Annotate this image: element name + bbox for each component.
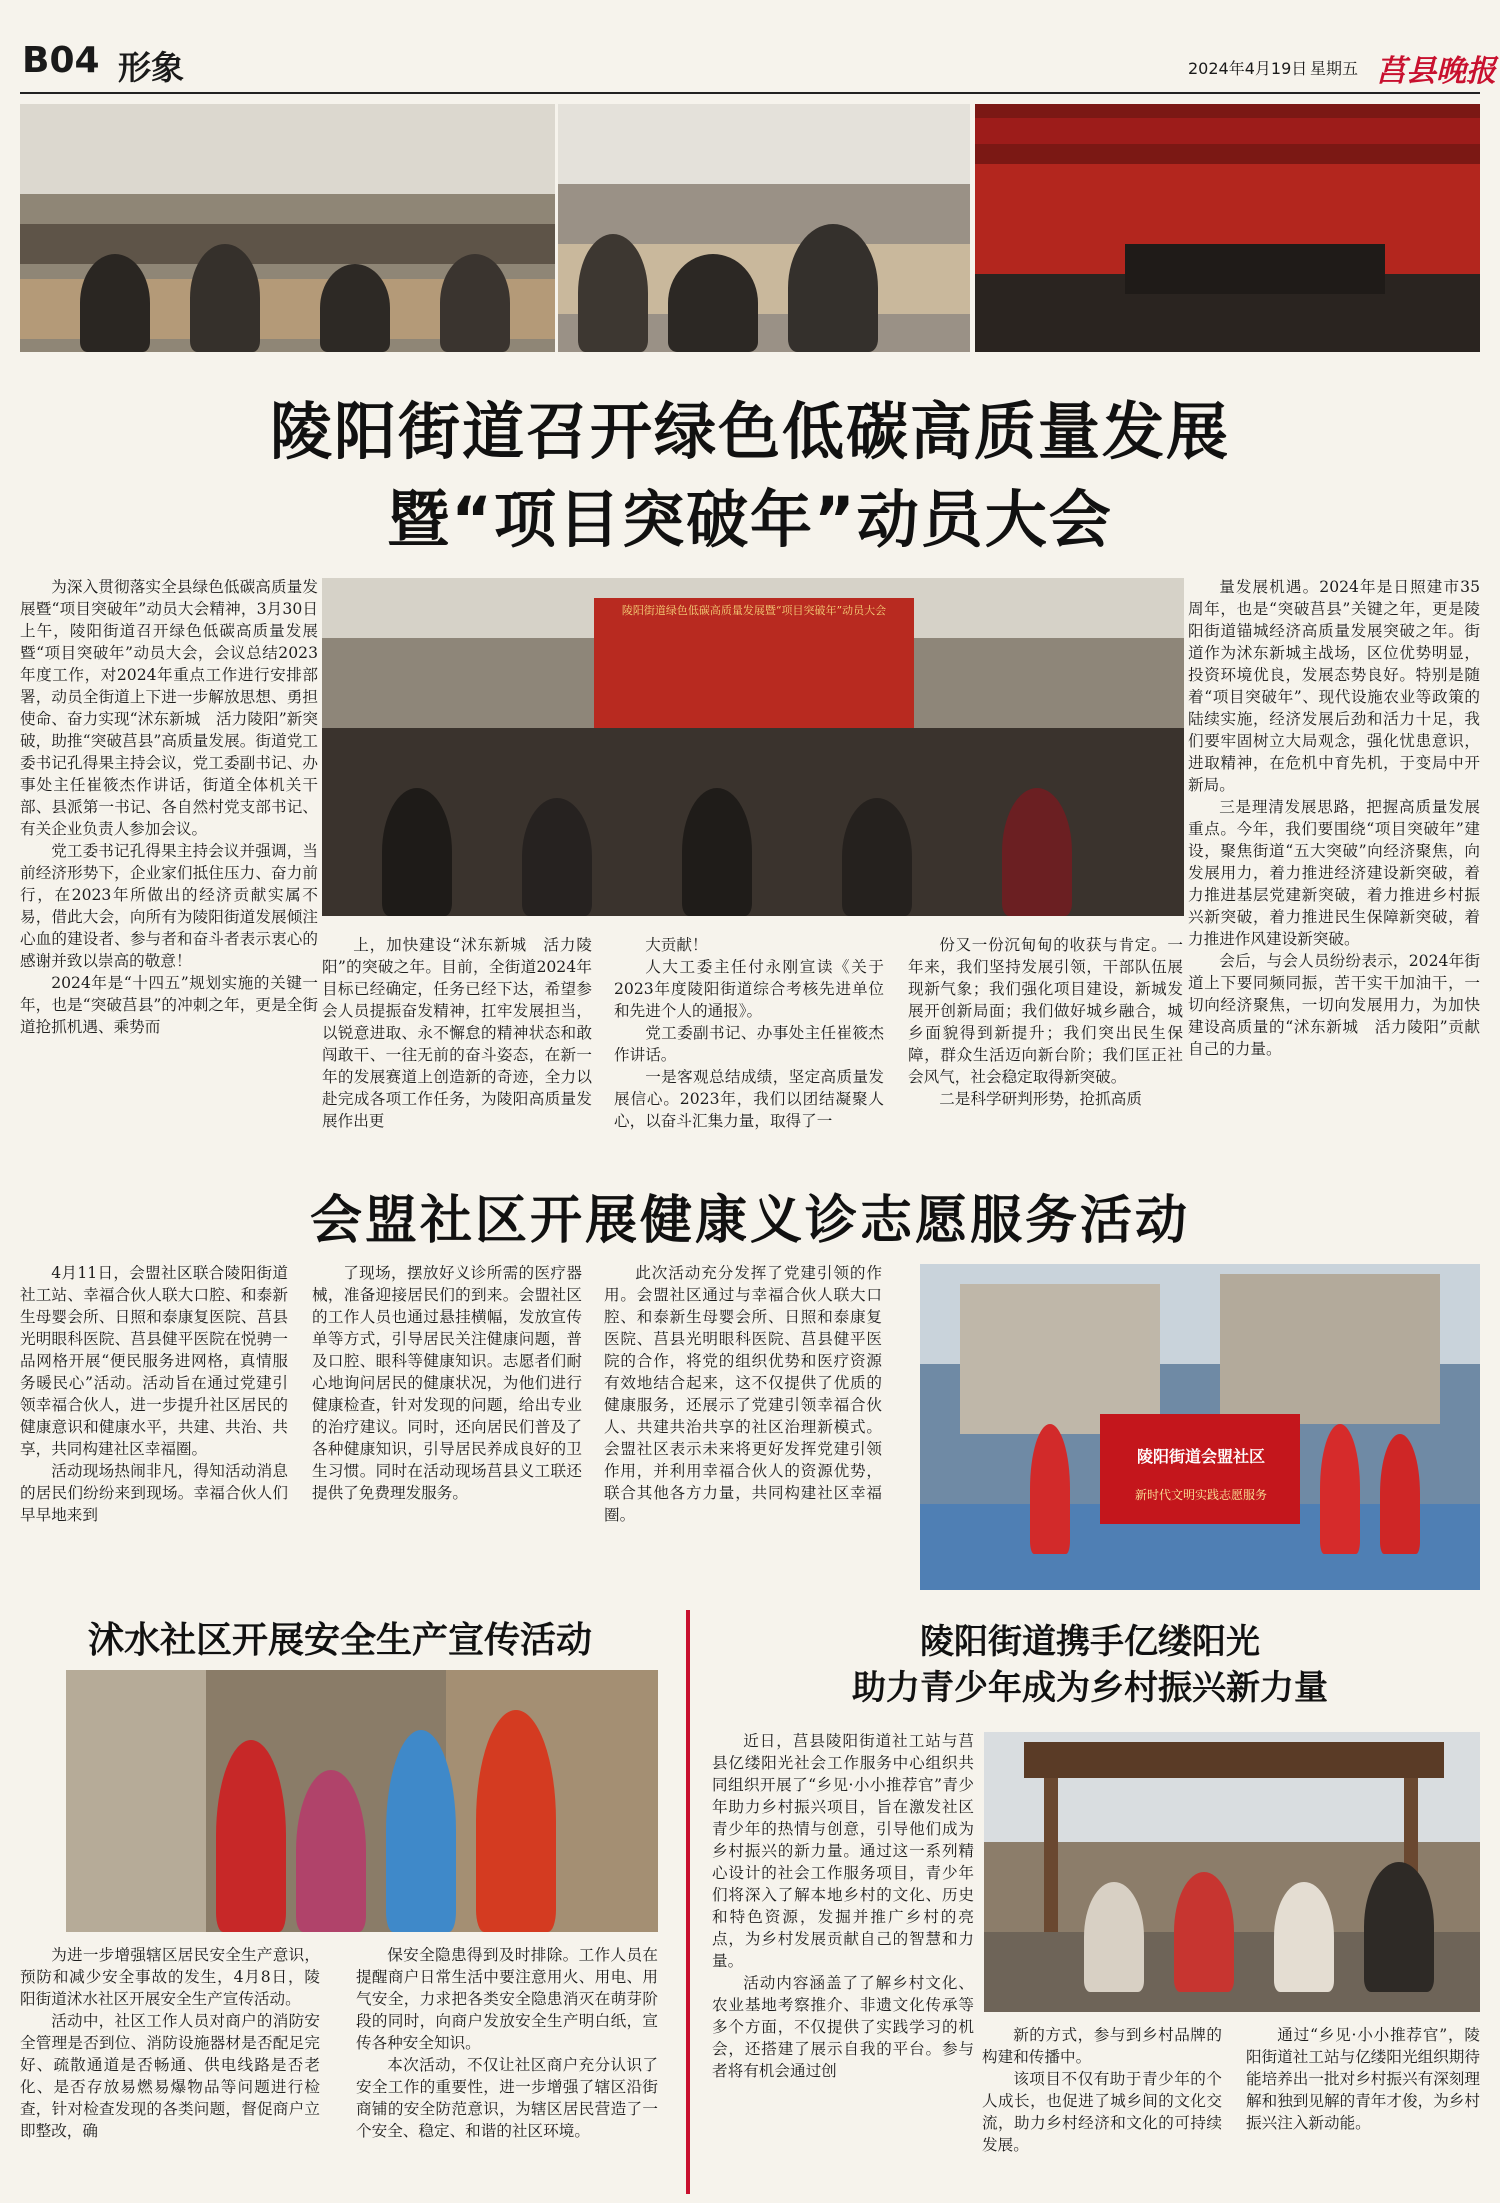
page-code: B04 — [22, 40, 100, 81]
article1-col3-para4: 一是客观总结成绩，坚定高质量发展信心。2023年，我们以团结凝聚人心，以奋斗汇集力量，取得了一 — [614, 1068, 884, 1130]
issue-date: 2024年4月19日 — [1188, 59, 1308, 78]
article1-title-line2: 暨“项目突破年”动员大会 — [387, 483, 1113, 556]
article2-col2-para1: 了现场，摆放好义诊所需的医疗器械，准备迎接居民们的到来。会盟社区的工作人员也通过悬挂横幅，发放宣传单等方式，引导居民关注健康问题，普及口腔、眼科等健康知识。志愿者们耐心地询问居民的健康状况，为他们进行健康检查，针对发现的问题，给出专业的治疗建议。同时，还向居民们普及了各种健康知识，引导居民养成良好的卫生习惯。同时在活动现场莒县义工联还提供了免费理发服务。 — [312, 1264, 582, 1502]
article3-column1 — [20, 1944, 320, 2194]
article1-title-line1: 陵阳街道召开绿色低碳高质量发展 — [269, 395, 1230, 468]
article4-column2 — [982, 2024, 1222, 2194]
article2-col1-para1: 4月11日，会盟社区联合陵阳街道社工站、幸福合伙人联大口腔、和泰新生母婴会所、日照和泰康复医院、莒县光明眼科医院、莒县健平医院在悦骋一品网格开展“便民服务进网格，真情服务暖民心”活动。活动旨在通过党建引领幸福合伙人，进一步提升社区居民的健康意识和健康水平，共建、共治、共享，共同构建社区幸福圈。 — [20, 1264, 288, 1458]
article1-col4-para2: 二是科学研判形势，抢抓高质 — [939, 1090, 1142, 1108]
article4-column1 — [712, 1730, 974, 2194]
article3-col2-para2: 本次活动，不仅让社区商户充分认识了安全工作的重要性，进一步增强了辖区沿街商铺的安全防范意识，为辖区居民营造了一个安全、稳定、和谐的社区环境。 — [356, 2056, 658, 2140]
article1-column1 — [20, 576, 318, 1166]
article4-col1-para2: 活动内容涵盖了了解乡村文化、农业基地考察推介、非遗文化传承等多个方面，不仅提供了实践学习的机会，还搭建了展示自我的平台。参与者将有机会通过创 — [712, 1974, 974, 2080]
paper-logo: 莒县晚报 — [1376, 54, 1496, 89]
photo-meeting-audience-left — [20, 104, 555, 352]
photo-store-safety-check — [66, 1670, 658, 1932]
photo-volunteer-group — [920, 1264, 1480, 1590]
article1-column2 — [322, 934, 592, 1164]
article4-title-line2: 助力青少年成为乡村振兴新力量 — [852, 1668, 1328, 1708]
article3-col1-para2: 活动中，社区工作人员对商户的消防安全管理是否到位、消防设施器材是否配足完好、疏散通道是否畅通、供电线路是否老化、是否存放易燃易爆物品等问题进行检查，针对检查发现的各类问题，督促商户立即整改，确 — [20, 2012, 320, 2140]
article4-col3-para1: 通过“乡见·小小推荐官”，陵阳街道社工站与亿缕阳光组织期待能培养出一批对乡村振兴有深刻理解和独到见解的青年才俊，为乡村振兴注入新动能。 — [1246, 2026, 1480, 2132]
issue-weekday: 星期五 — [1310, 59, 1359, 78]
article2-column3 — [604, 1262, 882, 1594]
stage-banner: 陵阳街道绿色低碳高质量发展暨“项目突破年”动员大会 — [621, 604, 887, 617]
photo-meeting-audience-center — [558, 104, 970, 352]
article1-col5-para1: 量发展机遇。2024年是日照建市35周年，也是“突破莒县”关键之年，更是陵阳街道锚城经济高质量发展突破之年。街道作为沭东新城主战场，区位优势明显，投资环境优良，发展态势良好。特别是随着“项目突破年”、现代设施农业等政策的陆续实施，经济发展后劲和活力十足，我们要牢固树立大局观念，强化忧患意识，进取精神，在危机中育先机，于变局中开新局。 — [1188, 578, 1480, 794]
article1-col3-para1: 大贡献！ — [645, 936, 708, 954]
article2-col1-para2: 活动现场热闹非凡，得知活动消息的居民们纷纷来到现场。幸福合伙人们早早地来到 — [20, 1462, 288, 1524]
article3-col2-para1: 保安全隐患得到及时排除。工作人员在提醒商户日常生活中要注意用火、用电、用气安全，力求把各类安全隐患消灭在萌芽阶段的同时，向商户发放安全生产明白纸，宣传各种安全知识。 — [356, 1946, 658, 2052]
article2-column1 — [20, 1262, 288, 1594]
article1-col2-para1: 上，加快建设“沭东新城 活力陵阳”的突破之年。目前，全街道2024年目标已经确定，任务已经下达，希望参会人员提振奋发精神，扛牢发展担当，以锐意进取、永不懈怠的精神状态和敢闯敢干、一往无前的奋斗姿态，在新一年的发展赛道上创造新的奇迹，全力以赴完成各项工作任务，为陵阳高质量发展作出更 — [322, 936, 592, 1130]
article3-column2 — [356, 1944, 658, 2194]
photo-youth-pavilion — [984, 1732, 1480, 2012]
article1-column4 — [908, 934, 1183, 1164]
article1-column3 — [614, 934, 884, 1164]
article1-col1-para1: 为深入贯彻落实全县绿色低碳高质量发展暨“项目突破年”动员大会精神，3月30日上午，陵阳街道召开绿色低碳高质量发展暨“项目突破年”动员大会，会议总结2023年度工作，对2024年重点工作进行安排部署，动员全街道上下进一步解放思想、勇担使命、奋力实现“沭东新城 活力陵阳”新突破，助推“突破莒县”高质量发展。街道党工委书记孔得果主持会议，党工委副书记、办事处主任崔筱杰作讲话，街道全体机关干部、县派第一书记、各自然村党支部书记、有关企业负责人参加会议。 — [20, 578, 318, 838]
article4-col2-para2: 该项目不仅有助于青少年的个人成长，也促进了城乡间的文化交流，助力乡村经济和文化的可持续发展。 — [982, 2070, 1222, 2154]
article2-col3-para1: 此次活动充分发挥了党建引领的作用。会盟社区通过与幸福合伙人联大口腔、和泰新生母婴会所、日照和泰康复医院、莒县光明眼科医院、莒县健平医院的合作，将党的组织优势和医疗资源有效地结合起来，这不仅提供了优质的健康服务，还展示了党建引领幸福合伙人、共建共治共享的社区治理新模式。会盟社区表示未来将更好发挥党建引领作用，并利用幸福合伙人的资源优势，联合其他各方力量，共同构建社区幸福圈。 — [604, 1264, 882, 1524]
article1-col3-para2: 人大工委主任付永刚宣读《关于2023年度陵阳街道综合考核先进单位和先进个人的通报》。 — [614, 958, 884, 1020]
section-name: 形象 — [118, 48, 184, 87]
article2-title: 会盟社区开展健康义诊志愿服务活动 — [309, 1191, 1190, 1251]
article4-col2-para1: 新的方式，参与到乡村品牌的构建和传播中。 — [982, 2026, 1222, 2066]
column-divider-red — [686, 1610, 690, 2194]
article3-title: 沭水社区开展安全生产宣传活动 — [87, 1620, 592, 1661]
article1-col3-para3: 党工委副书记、办事处主任崔筱杰作讲话。 — [614, 1024, 884, 1064]
article1-col5-para2: 三是理清发展思路，把握高质量发展重点。今年，我们要围绕“项目突破年”建设，聚焦街道“五大突破”向经济聚焦，向发展用力，着力推进经济建设新突破，着力推进基层党建新突破，着力推进乡村振兴新突破，着力推进民生保障新突破，着力推进作风建设新突破。 — [1188, 798, 1480, 948]
volunteer-banner-text: 陵阳街道会盟社区 — [1136, 1447, 1265, 1466]
volunteer-banner-subtext: 新时代文明实践志愿服务 — [1134, 1488, 1267, 1502]
article4-column3 — [1246, 2024, 1480, 2194]
article3-col1-para1: 为进一步增强辖区居民安全生产意识，预防和减少安全事故的发生，4月8日，陵阳街道沭水社区开展安全生产宣传活动。 — [20, 1946, 320, 2008]
masthead-rule — [20, 92, 1480, 94]
photo-mobilization-conference — [322, 578, 1184, 916]
article1-col4-para1: 份又一份沉甸甸的收获与肯定。一年来，我们坚持发展引领，干部队伍展现新气象；我们强化项目建设，新城发展开创新局面；我们做好城乡融合，城乡面貌得到新提升；我们突出民生保障，群众生活迈向新台阶；我们匡正社会风气，社会稳定取得新突破。 — [908, 936, 1183, 1086]
article2-column2 — [312, 1262, 582, 1594]
article4-col1-para1: 近日，莒县陵阳街道社工站与莒县亿缕阳光社会工作服务中心组织共同组织开展了“乡见·小小推荐官”青少年助力乡村振兴项目，旨在激发社区青少年的热情与创意，引导他们成为乡村振兴的新力量。通过这一系列精心设计的社会工作服务项目，青少年们将深入了解本地乡村的文化、历史和特色资源，发掘并推广乡村的亮点，为乡村发展贡献自己的智慧和力量。 — [712, 1732, 974, 1970]
article1-col1-para3: 2024年是“十四五”规划实施的关键一年，也是“突破莒县”的冲刺之年，更是全街道抢抓机遇、乘势而 — [20, 974, 318, 1036]
photo-meeting-stage — [975, 104, 1480, 352]
article1-col1-para2: 党工委书记孔得果主持会议并强调，当前经济形势下，企业家们抵住压力、奋力前行，在2023年所做出的经济贡献实属不易，借此大会，向所有为陵阳街道发展倾注心血的建设者、参与者和奋斗者表示衷心的感谢并致以崇高的敬意！ — [20, 842, 318, 970]
article1-col5-para3: 会后，与会人员纷纷表示，2024年街道上下要同频同振，苦干实干加油干，一切向经济聚焦，一切向发展用力，为加快建设高质量的“沭东新城 活力陵阳”贡献自己的力量。 — [1188, 952, 1480, 1058]
article1-column5 — [1188, 576, 1480, 1166]
article4-title-line1: 陵阳街道携手亿缕阳光 — [920, 1622, 1260, 1662]
